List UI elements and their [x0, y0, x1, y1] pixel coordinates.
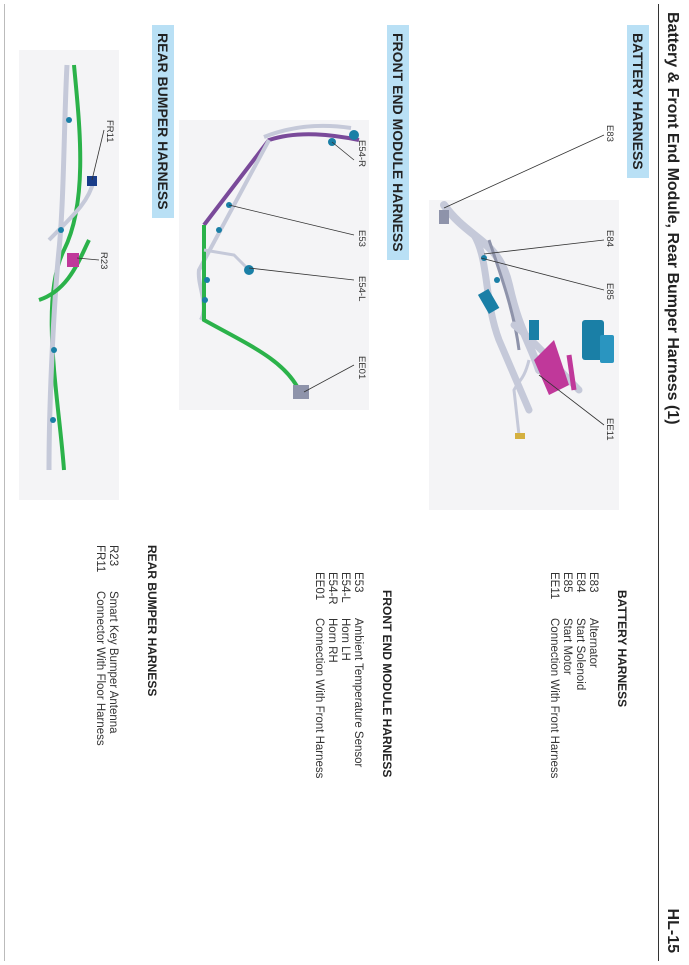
- legend-item: E85Start Motor: [561, 572, 573, 675]
- legend-item: E84Start Solenoid: [574, 572, 586, 691]
- legend-item: E54-RHorn RH: [326, 572, 338, 663]
- front-diagram-backdrop: [179, 120, 369, 410]
- battery-harness-label: BATTERY HARNESS: [627, 25, 649, 178]
- page-number: HL-15: [664, 908, 681, 953]
- ee01-connector: [293, 385, 309, 399]
- callout-r23: R23: [98, 252, 109, 270]
- legend-item: E53Ambient Temperature Sensor: [352, 572, 364, 768]
- callout-fr11: FR11: [104, 120, 115, 143]
- fr11-connector: [87, 176, 97, 186]
- rear-bumper-harness-diagram: [19, 50, 119, 500]
- callout-e84: E84: [604, 230, 615, 247]
- callout-e85: E85: [604, 283, 615, 300]
- mid-connector: [529, 320, 539, 340]
- legend-item: R23Smart Key Bumper Antenna: [107, 545, 119, 734]
- legend-item: EE01Connection With Front Harness: [313, 572, 325, 779]
- callout-e53: E53: [356, 230, 367, 247]
- page-frame-bottom: [4, 4, 5, 961]
- callout-e54-l: E54-L: [356, 276, 367, 302]
- callout-e54-r: E54-R: [356, 140, 367, 167]
- legend-item: EE11Connection With Front Harness: [548, 572, 560, 779]
- battery-legend-heading: BATTERY HARNESS: [615, 590, 629, 708]
- legend-item: E54-LHorn LH: [339, 572, 351, 661]
- legend-item: E83Alternator: [587, 572, 599, 668]
- page-title: Battery & Front End Module, Rear Bumper Harness (1): [664, 12, 681, 425]
- legend-item: FR11Connector With Floor Harness: [94, 545, 106, 746]
- callout-e83: E83: [604, 125, 615, 142]
- callout-ee01: EE01: [356, 356, 367, 380]
- front-end-module-harness-diagram: [179, 120, 369, 410]
- front-end-module-harness-label: FRONT END MODULE HARNESS: [387, 25, 409, 260]
- r23-connector: [67, 253, 79, 267]
- battery-harness-diagram: [429, 125, 619, 510]
- callout-ee11: EE11: [604, 418, 615, 441]
- rear-bumper-legend-heading: REAR BUMPER HARNESS: [145, 545, 159, 697]
- rear-bumper-harness-label: REAR BUMPER HARNESS: [152, 25, 174, 218]
- front-end-legend-heading: FRONT END MODULE HARNESS: [380, 590, 394, 778]
